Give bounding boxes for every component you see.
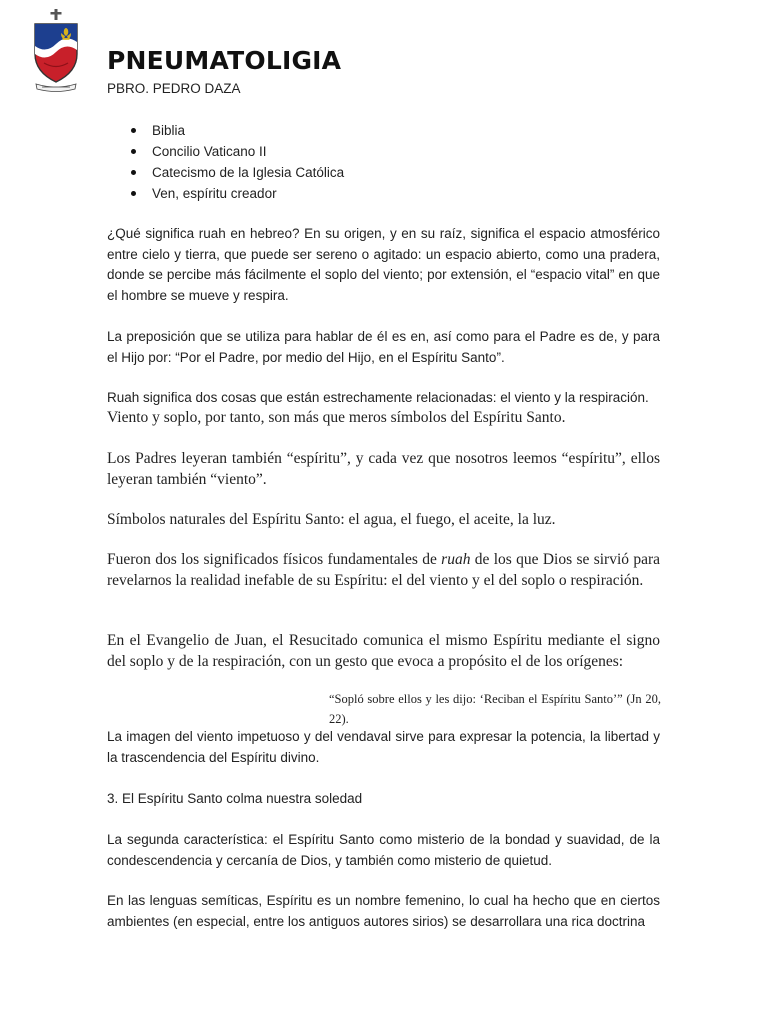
paragraph-semitic-languages: En las lenguas semíticas, Espíritu es un nombre femenino, lo cual ha hecho que en ciertos ambientes (en especial, entre los antiguos autores sirios) se desarrollara una rica doctrina bbox=[107, 893, 660, 929]
italic-term: ruah bbox=[441, 551, 471, 568]
paragraph-wind-image: La imagen del viento impetuoso y del vendaval sirve para expresar la potencia, la libertad y la trascendencia del Espíritu divino. bbox=[107, 729, 660, 765]
list-item: Catecismo de la Iglesia Católica bbox=[107, 162, 344, 183]
section-heading: 3. El Espíritu Santo colma nuestra soledad bbox=[107, 791, 363, 806]
block-quote: “Sopló sobre ellos y les dijo: ‘Reciban el Espíritu Santo’” (Jn 20, 22). bbox=[329, 692, 661, 726]
paragraph-padres: Los Padres leyeran también “espíritu”, y cada vez que nosotros leemos “espíritu”, ellos leyeran también “viento”. bbox=[107, 450, 660, 488]
source-list bbox=[107, 120, 344, 204]
paragraph-gospel-john: En el Evangelio de Juan, el Resucitado comunica el mismo Espíritu mediante el signo del soplo y de la respiración, con un gesto que evoca a propósito el de los orígenes: bbox=[107, 632, 660, 670]
paragraph-physical-meanings bbox=[107, 549, 660, 591]
paragraph-second-feature: La segunda característica: el Espíritu Santo como misterio de la bondad y suavidad, de la condescendencia y cercanía de Dios, y también como misterio de quietud. bbox=[107, 832, 660, 868]
document-author: PBRO. PEDRO DAZA bbox=[107, 81, 241, 96]
paragraph-wind-breath: Viento y soplo, por tanto, son más que meros símbolos del Espíritu Santo. bbox=[107, 409, 566, 426]
paragraph-symbols: Símbolos naturales del Espíritu Santo: el agua, el fuego, el aceite, la luz. bbox=[107, 511, 556, 528]
coat-of-arms-logo bbox=[28, 8, 84, 96]
document-title: PNEUMATOLIGIA bbox=[107, 46, 342, 75]
paragraph-ruah-meaning: ¿Qué significa ruah en hebreo? En su origen, y en su raíz, significa el espacio atmosférico entre cielo y tierra, que puede ser sereno o agitado: un espacio abierto, como una pradera, donde se percibe más fácilmente el soplo del viento; por extensión, el “espacio vital” en que el hombre se mueve y respira. bbox=[107, 226, 660, 303]
text-span: Fueron dos los significados físicos fundamentales de bbox=[107, 551, 442, 568]
list-item: Biblia bbox=[107, 120, 344, 141]
list-item: Ven, espíritu creador bbox=[107, 183, 344, 204]
text-span: de los que Dios se sirvió para revelarnos la realidad inefable de su Espíritu: el del viento y el del soplo o respiración. bbox=[107, 551, 660, 589]
paragraph-ruah-two-things: Ruah significa dos cosas que están estrechamente relacionadas: el viento y la respiración. bbox=[107, 390, 649, 405]
paragraph-preposition: La preposición que se utiliza para hablar de él es en, así como para el Padre es de, y para el Hijo por: “Por el Padre, por medio del Hijo, en el Espíritu Santo”. bbox=[107, 329, 660, 365]
list-item: Concilio Vaticano II bbox=[107, 141, 344, 162]
